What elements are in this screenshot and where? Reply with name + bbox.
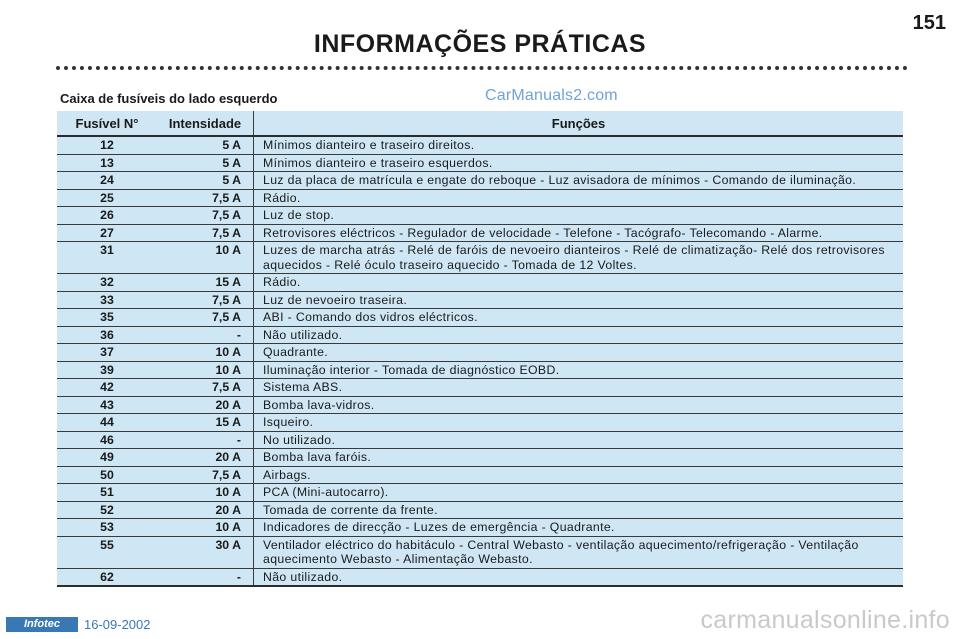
fuse-number-cell: 46 <box>57 431 157 449</box>
fuse-number-cell: 25 <box>57 189 157 207</box>
table-row <box>57 291 903 309</box>
table-row <box>57 519 903 537</box>
table-row <box>57 154 903 172</box>
function-cell: Mínimos dianteiro e traseiro esquerdos. <box>254 154 904 172</box>
fuse-table <box>57 111 903 587</box>
intensity-cell: 7,5 A <box>157 466 254 484</box>
fuse-number-cell: 51 <box>57 484 157 502</box>
fuse-number-cell: 12 <box>57 136 157 154</box>
fuse-number-cell: 50 <box>57 466 157 484</box>
intensity-cell: 7,5 A <box>157 207 254 225</box>
table-row <box>57 466 903 484</box>
function-cell: Airbags. <box>254 466 904 484</box>
page-number: 151 <box>912 12 946 34</box>
fuse-number-cell: 33 <box>57 291 157 309</box>
function-cell: Retrovisores eléctricos - Regulador de velocidade - Telefone - Tacógrafo- Telecomando - Alarme. <box>254 224 904 242</box>
table-row <box>57 224 903 242</box>
function-cell: Bomba lava-vidros. <box>254 396 904 414</box>
intensity-cell: 7,5 A <box>157 224 254 242</box>
table-row <box>57 414 903 432</box>
table-row <box>57 431 903 449</box>
table-row <box>57 242 903 274</box>
fuse-number-cell: 27 <box>57 224 157 242</box>
table-row <box>57 344 903 362</box>
fuse-number-cell: 31 <box>57 242 157 274</box>
function-cell: Luz de stop. <box>254 207 904 225</box>
function-cell: Sistema ABS. <box>254 379 904 397</box>
fuse-number-cell: 39 <box>57 361 157 379</box>
function-cell: Ventilador eléctrico do habitáculo - Central Webasto - ventilação aquecimento/refrigeração - Ventilação aquecimento Webasto - Alimentação Webasto. <box>254 536 904 568</box>
intensity-cell: 15 A <box>157 414 254 432</box>
table-row <box>57 189 903 207</box>
fuse-number-cell: 43 <box>57 396 157 414</box>
function-cell: Quadrante. <box>254 344 904 362</box>
intensity-cell: 10 A <box>157 519 254 537</box>
intensity-cell: 30 A <box>157 536 254 568</box>
fuse-number-cell: 24 <box>57 172 157 190</box>
fuse-number-cell: 62 <box>57 568 157 586</box>
function-cell: Luz de nevoeiro traseira. <box>254 291 904 309</box>
intensity-cell: 10 A <box>157 484 254 502</box>
fuse-number-cell: 44 <box>57 414 157 432</box>
table-row <box>57 326 903 344</box>
section-title: Caixa de fusíveis do lado esquerdo <box>60 91 278 106</box>
fuse-number-cell: 53 <box>57 519 157 537</box>
function-cell: Iluminação interior - Tomada de diagnóstico EOBD. <box>254 361 904 379</box>
table-row <box>57 568 903 586</box>
intensity-cell: 5 A <box>157 154 254 172</box>
table-row <box>57 274 903 292</box>
intensity-cell: 20 A <box>157 501 254 519</box>
fuse-number-cell: 52 <box>57 501 157 519</box>
intensity-cell: 5 A <box>157 172 254 190</box>
watermark-top: CarManuals2.com <box>485 87 618 104</box>
infotec-badge: Infotec <box>6 617 78 632</box>
fuse-number-cell: 13 <box>57 154 157 172</box>
intensity-cell: 7,5 A <box>157 379 254 397</box>
fuse-number-cell: 35 <box>57 309 157 327</box>
function-cell: Luzes de marcha atrás - Relé de faróis de nevoeiro dianteiros - Relé de climatização- Relé dos retrovisores aquecidos - Relé óculo traseiro aquecido - Tomada de 12 Voltes. <box>254 242 904 274</box>
table-row <box>57 379 903 397</box>
intensity-cell: 7,5 A <box>157 309 254 327</box>
table-header-row <box>57 111 903 136</box>
header-functions: Funções <box>254 111 904 136</box>
intensity-cell: 15 A <box>157 274 254 292</box>
watermark-bottom: carmanualsonline.info <box>700 606 950 634</box>
header-intensity: Intensidade <box>157 111 254 136</box>
intensity-cell: 10 A <box>157 361 254 379</box>
fuse-number-cell: 37 <box>57 344 157 362</box>
function-cell: Tomada de corrente da frente. <box>254 501 904 519</box>
function-cell: Luz da placa de matrícula e engate do reboque - Luz avisadora de mínimos - Comando de iluminação. <box>254 172 904 190</box>
table-row <box>57 484 903 502</box>
intensity-cell: 20 A <box>157 396 254 414</box>
function-cell: ABI - Comando dos vidros eléctricos. <box>254 309 904 327</box>
page-title: INFORMAÇÕES PRÁTICAS <box>313 30 647 58</box>
intensity-cell: 10 A <box>157 344 254 362</box>
table-row <box>57 309 903 327</box>
fuse-number-cell: 32 <box>57 274 157 292</box>
intensity-cell: 20 A <box>157 449 254 467</box>
intensity-cell: 7,5 A <box>157 189 254 207</box>
function-cell: Isqueiro. <box>254 414 904 432</box>
table-row <box>57 136 903 154</box>
table-row <box>57 449 903 467</box>
footer-date: 16-09-2002 <box>84 617 151 632</box>
table-row <box>57 536 903 568</box>
dotted-divider <box>56 66 908 70</box>
function-cell: Mínimos dianteiro e traseiro direitos. <box>254 136 904 154</box>
intensity-cell: 7,5 A <box>157 291 254 309</box>
header-fuse-number: Fusível N° <box>57 111 157 136</box>
table-row <box>57 501 903 519</box>
function-cell: Rádio. <box>254 274 904 292</box>
table-body <box>57 136 903 586</box>
fuse-number-cell: 26 <box>57 207 157 225</box>
function-cell: Rádio. <box>254 189 904 207</box>
table-row <box>57 396 903 414</box>
fuse-number-cell: 36 <box>57 326 157 344</box>
table-row <box>57 207 903 225</box>
function-cell: Não utilizado. <box>254 326 904 344</box>
fuse-number-cell: 42 <box>57 379 157 397</box>
function-cell: No utilizado. <box>254 431 904 449</box>
intensity-cell: - <box>157 431 254 449</box>
table-row <box>57 361 903 379</box>
intensity-cell: 5 A <box>157 136 254 154</box>
intensity-cell: 10 A <box>157 242 254 274</box>
function-cell: Não utilizado. <box>254 568 904 586</box>
intensity-cell: - <box>157 326 254 344</box>
fuse-number-cell: 55 <box>57 536 157 568</box>
function-cell: Indicadores de direcção - Luzes de emergência - Quadrante. <box>254 519 904 537</box>
fuse-number-cell: 49 <box>57 449 157 467</box>
function-cell: Bomba lava faróis. <box>254 449 904 467</box>
intensity-cell: - <box>157 568 254 586</box>
table-row <box>57 172 903 190</box>
function-cell: PCA (Mini-autocarro). <box>254 484 904 502</box>
